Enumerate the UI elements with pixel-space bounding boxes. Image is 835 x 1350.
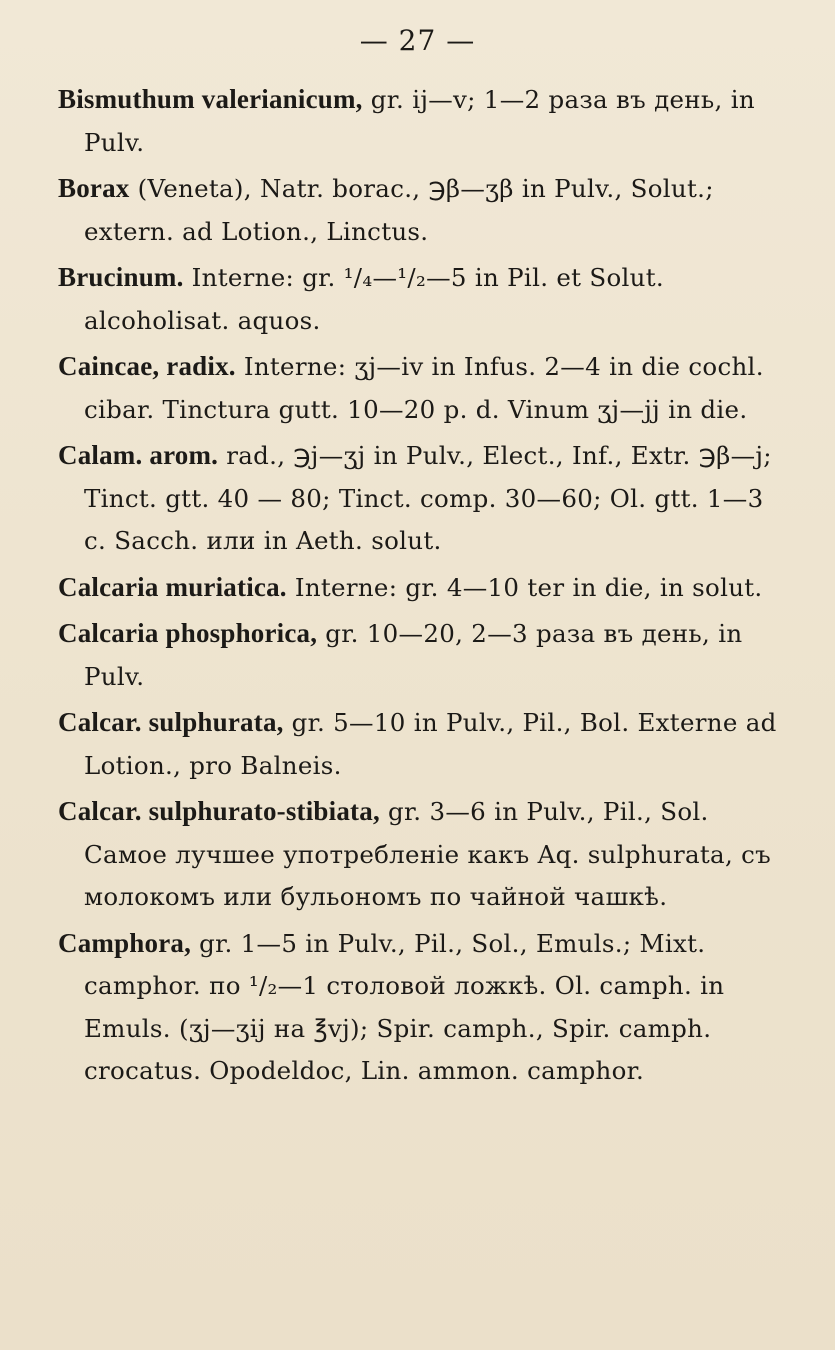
entry-head: Calcaria muriatica. <box>58 571 287 602</box>
entry-borax <box>58 167 777 253</box>
entry-bismuthum <box>58 78 777 164</box>
entry-text: Interne: gr. 4—10 ter in die, in solut. <box>286 572 763 602</box>
entry-head: Caincae, radix. <box>58 351 236 381</box>
entry-caincae <box>58 345 777 431</box>
entry-head: Calcar. sulphurato-stibiata, <box>58 796 380 826</box>
entry-text: gr. 3—6 in Pulv., Pil., Sol. Самое лучшее употребленіе какъ Aq. sulphurata, съ молокомъ или бульономъ по чайной чашкѣ. <box>84 797 772 911</box>
entry-calcaria-phosphorica <box>58 612 777 698</box>
entry-brucinum <box>58 256 777 342</box>
entry-text: gr. ij—v; 1—2 раза въ день, in Pulv. <box>84 85 755 157</box>
entry-head: Bismuthum valerianicum, <box>58 84 363 114</box>
entry-calamus <box>58 434 777 563</box>
entry-head: Borax <box>58 173 130 203</box>
entry-calcar-sulphurato-stibiata <box>58 790 777 919</box>
entry-text: (Veneta), Natr. borac., ℈β—ʒβ in Pulv., Solut.; extern. ad Lotion., Linctus. <box>84 174 714 246</box>
entries-list <box>58 78 777 1093</box>
entry-text: gr. 1—5 in Pulv., Pil., Sol., Emuls.; Mixt. camphor. по ¹/₂—1 столовой ложкѣ. Ol. camph. in Emuls. (ʒj—ʒij на ℥vj); Spir. camph., Spir. camph. crocatus. Opodeldoc, Lin. ammon. camphor. <box>84 928 725 1085</box>
entry-calcar-sulphurata <box>58 701 777 787</box>
entry-head: Calam. arom. <box>58 440 219 470</box>
entry-text: gr. 5—10 in Pulv., Pil., Bol. Externe ad Lotion., pro Balneis. <box>84 708 777 780</box>
entry-text: gr. 10—20, 2—3 раза въ день, in Pulv. <box>84 619 743 691</box>
entry-calcaria-muriatica <box>58 566 777 610</box>
entry-camphora <box>58 922 777 1093</box>
page-number: — 27 — <box>359 24 476 57</box>
entry-text: rad., ℈j—ʒj in Pulv., Elect., Inf., Extr. ℈β—j; Tinct. gtt. 40 — 80; Tinct. comp. 30—60; Ol. gtt. 1—3 c. Sacch. или in Aeth. solut. <box>84 441 772 555</box>
entry-text: Interne: gr. ¹/₄—¹/₂—5 in Pil. et Solut. alcoholisat. aquos. <box>84 263 664 335</box>
entry-head: Camphora, <box>58 927 192 958</box>
entry-head: Brucinum. <box>58 262 184 292</box>
entry-text: Interne: ʒj—iv in Infus. 2—4 in die cochl. cibar. Tinctura gutt. 10—20 p. d. Vinum ʒj—jj in die. <box>84 352 764 424</box>
entry-head: Calcar. sulphurata, <box>58 707 284 737</box>
entry-head: Calcaria phosphorica, <box>58 618 318 648</box>
